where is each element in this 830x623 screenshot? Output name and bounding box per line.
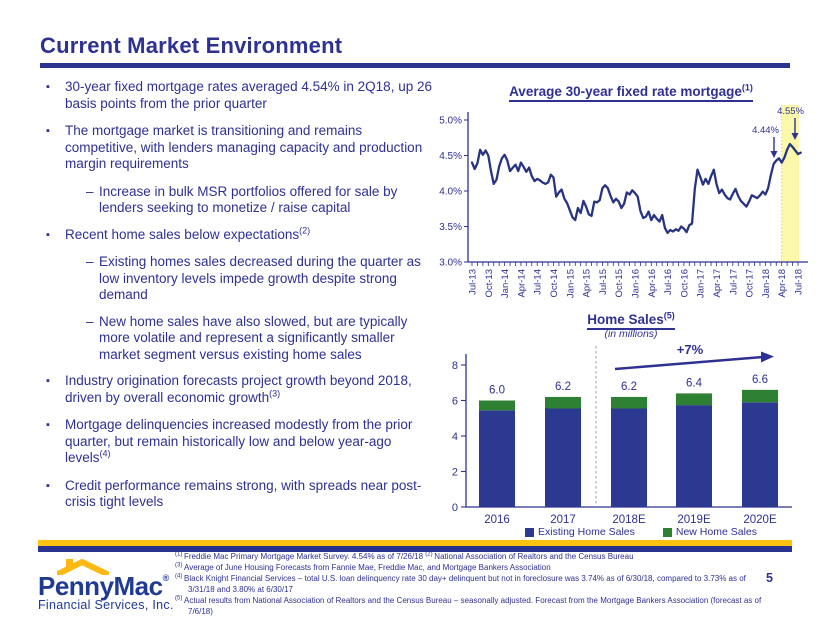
growth-label: +7% <box>676 342 704 357</box>
chart-title-text: Home Sales <box>587 311 664 327</box>
footnote <box>175 595 765 617</box>
x-category-label: 2016 <box>484 514 510 526</box>
x-tick-label: Oct-13 <box>483 269 495 298</box>
footnote-text: National Association of Realtors and the Census Bureau <box>434 552 634 561</box>
bar-existing-2017 <box>545 408 581 507</box>
legend-swatch-icon <box>663 528 672 537</box>
bullet-text: Recent home sales below expectations <box>65 226 300 242</box>
x-category-label: 2020E <box>743 514 777 526</box>
q2-highlight-band <box>782 105 799 262</box>
rate-line <box>472 144 801 233</box>
legend-swatch-icon <box>525 528 534 537</box>
footnote-marker: (2) <box>425 551 435 558</box>
arrow-head <box>761 352 774 363</box>
footnote-marker: (4) <box>175 573 184 580</box>
chart-legend <box>432 526 820 538</box>
bullet-text: Existing homes sales decreased during the quarter as low inventory levels impede growth despite strong demand <box>99 254 421 302</box>
footnote-text: Average of June Housing Forecasts from Fannie Mae, Freddie Mac, and Mortgage Bankers Association <box>184 563 551 572</box>
chart-title-footnote-ref: (5) <box>663 310 675 320</box>
bar-existing-2016 <box>479 410 515 507</box>
bullet-item <box>42 227 434 244</box>
legend-item <box>663 526 757 538</box>
x-tick-label: Oct-15 <box>614 269 626 298</box>
x-tick-label: Jul-14 <box>532 269 544 295</box>
x-tick-label: Apr-17 <box>712 269 723 298</box>
bullet-text: Mortgage delinquencies increased modestly from the prior quarter, but remain historically low and below year-ago levels <box>65 417 413 465</box>
footnote <box>175 551 765 562</box>
y-tick-label: 8 <box>451 359 458 372</box>
bar-new-2017 <box>545 397 581 409</box>
footnote-text: Freddie Mac Primary Mortgage Market Survey. 4.54% as of 7/26/18 <box>184 552 426 561</box>
bullet-list <box>42 79 434 522</box>
bar-existing-2018E <box>611 408 647 507</box>
bullet-text: Increase in bulk MSR portfolios offered for sale by lenders seeking to monetize / raise capital <box>99 183 398 215</box>
x-tick-label: Jan-16 <box>630 269 642 299</box>
bar-total-label: 6.6 <box>752 373 768 386</box>
footnotes <box>175 551 765 617</box>
footnote-ref: (2) <box>299 225 311 235</box>
bar-total-label: 6.0 <box>489 384 505 397</box>
page-number: 5 <box>766 571 773 585</box>
x-tick-label: Jan-14 <box>500 269 512 299</box>
registered-mark: ® <box>162 573 170 583</box>
x-category-label: 2017 <box>550 514 576 526</box>
x-tick-label: Oct-17 <box>744 269 756 298</box>
x-tick-label: Jul-15 <box>597 269 609 295</box>
home-sales-chart-title <box>432 310 820 330</box>
legend-label: Existing Home Sales <box>538 526 635 538</box>
footnote-ref: (3) <box>269 388 281 398</box>
footnote <box>175 573 765 595</box>
y-tick-label: 6 <box>451 395 458 408</box>
square-bullet-icon: ▪ <box>46 479 50 492</box>
legend-label: New Home Sales <box>675 526 757 538</box>
bullet-text: New home sales have also slowed, but are typically more volatile and represent a significantly smaller market segment versus existing home sales <box>99 313 408 362</box>
square-bullet-icon: ▪ <box>46 228 50 241</box>
bullet-item <box>42 79 434 112</box>
footnote-marker: (1) <box>175 551 184 558</box>
y-tick-label: 3.5% <box>439 221 462 233</box>
home-sales-chart <box>432 310 820 538</box>
bullet-item <box>42 478 434 511</box>
square-bullet-icon: ▪ <box>46 375 50 387</box>
square-bullet-icon: ▪ <box>46 81 50 93</box>
chart-title-footnote-ref: (1) <box>741 82 753 92</box>
x-tick-label: Jul-16 <box>663 269 675 295</box>
y-tick-label: 4.5% <box>439 150 462 162</box>
bar-new-2020E <box>742 390 778 402</box>
dash-bullet-icon: – <box>86 183 94 199</box>
x-tick-label: Jan-15 <box>565 269 577 299</box>
bar-total-label: 6.4 <box>686 377 702 390</box>
chart-title-text: Average 30-year fixed rate mortgage <box>509 83 742 99</box>
bullet-text: Industry origination forecasts project growth beyond 2018, driven by overall economic growth <box>65 373 412 405</box>
bullet-text: 30-year fixed mortgage rates averaged 4.54% in 2Q18, up 26 basis points from the prior quarter <box>65 79 432 111</box>
bar-new-2018E <box>611 397 647 409</box>
square-bullet-icon: ▪ <box>46 125 50 137</box>
bar-existing-2020E <box>742 402 778 507</box>
x-tick-label: Apr-14 <box>516 269 528 298</box>
y-tick-label: 2 <box>451 466 458 479</box>
mortgage-rate-chart-title <box>432 82 820 102</box>
bar-total-label: 6.2 <box>555 380 571 393</box>
x-tick-label: Jul-18 <box>793 269 805 295</box>
annotation-455: 4.55% <box>777 106 804 117</box>
x-tick-label: Jan-17 <box>695 269 707 299</box>
x-category-label: 2018E <box>612 514 646 526</box>
footnote-marker: (3) <box>175 562 184 569</box>
logo-wordmark: PennyMac® <box>38 571 170 601</box>
footnote-text: Black Knight Financial Services – total U.S. loan delinquency rate 30 day+ delinquent but not in foreclosure was 3.74% as of 6/30/18, compared to 3.73% as of 3/31/18 and 3.80% at 6/30/17 <box>184 574 746 594</box>
logo-subtitle: Financial Services, Inc. <box>38 598 174 612</box>
y-tick-label: 4.0% <box>439 186 462 198</box>
square-bullet-icon: ▪ <box>46 419 50 431</box>
dash-bullet-icon: – <box>86 254 94 269</box>
y-tick-label: 5.0% <box>439 115 462 127</box>
x-category-label: 2019E <box>677 514 711 526</box>
home-sales-chart-subtitle: (in millions) <box>604 328 658 340</box>
bullet-item <box>42 373 434 406</box>
bar-existing-2019E <box>676 405 712 507</box>
bullet-item <box>42 417 434 467</box>
annotation-444: 4.44% <box>752 125 779 136</box>
x-tick-label: Jan-18 <box>760 269 772 299</box>
footnote-text: Actual results from National Association of Realtors and the Census Bureau – seasonally adjusted. Forecast from the Mortgage Bankers Association (forecast as of 7/6/18) <box>184 596 762 616</box>
home-sales-plot <box>432 342 820 532</box>
page-title: Current Market Environment <box>40 33 343 58</box>
x-tick-label: Oct-14 <box>549 269 560 298</box>
y-tick-label: 0 <box>451 501 458 514</box>
mortgage-rate-chart <box>432 82 820 304</box>
footnote <box>175 562 765 573</box>
bullet-item <box>42 314 434 364</box>
bullet-item <box>42 123 434 173</box>
bar-total-label: 6.2 <box>621 380 637 393</box>
bullet-item <box>42 254 434 304</box>
y-tick-label: 3.0% <box>439 257 462 269</box>
x-tick-label: Apr-16 <box>646 269 658 298</box>
footnote-marker: (5) <box>175 595 184 602</box>
x-tick-label: Jul-13 <box>467 269 479 295</box>
title-rule <box>40 63 790 68</box>
footnote-ref: (4) <box>99 448 111 459</box>
x-tick-label: Oct-16 <box>679 269 691 298</box>
x-tick-label: Apr-18 <box>777 269 789 298</box>
bar-new-2016 <box>479 401 515 411</box>
bullet-text: Credit performance remains strong, with spreads near post-crisis tight levels <box>65 477 422 509</box>
arrow-head <box>771 151 778 158</box>
growth-arrow <box>615 357 763 369</box>
bullet-item <box>42 184 434 217</box>
legend-item <box>525 526 635 538</box>
mortgage-rate-plot <box>432 102 820 304</box>
dash-bullet-icon: – <box>86 313 94 329</box>
bar-new-2019E <box>676 393 712 405</box>
x-tick-label: Apr-15 <box>581 269 593 298</box>
y-tick-label: 4 <box>451 430 458 443</box>
bullet-text: The mortgage market is transitioning and remains competitive, with lenders managing capacity and production margin requirements <box>65 123 423 171</box>
x-tick-label: Jul-17 <box>728 269 740 295</box>
